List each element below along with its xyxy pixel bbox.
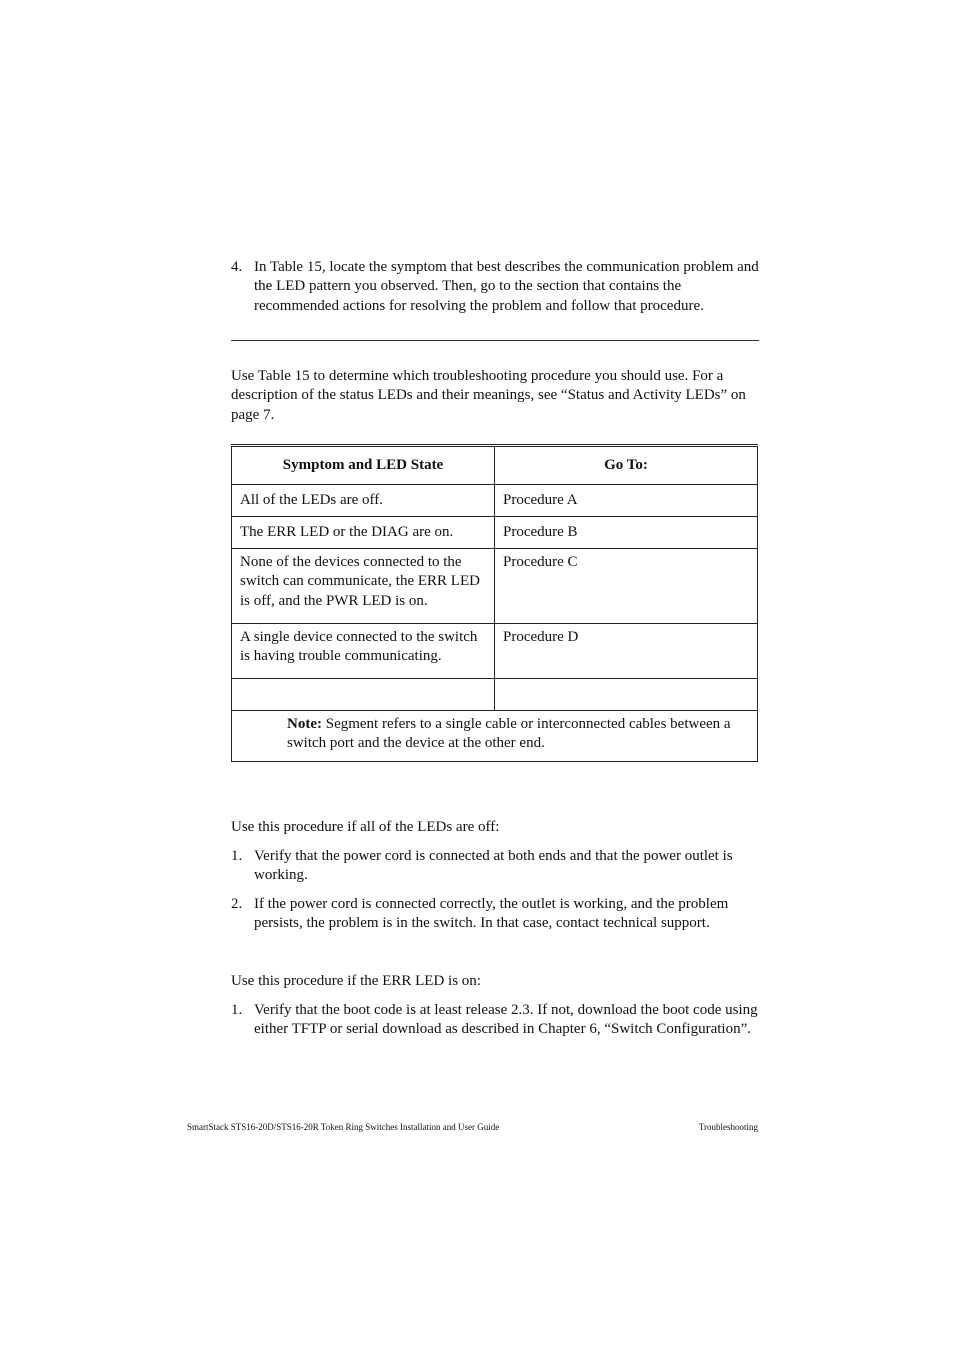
procedure-a-step-2 bbox=[231, 895, 761, 934]
step-number: 2. bbox=[231, 896, 243, 912]
footer-chapter-name: Troubleshooting bbox=[698, 1122, 758, 1132]
symptom-table bbox=[231, 444, 758, 762]
table-note bbox=[232, 711, 758, 762]
table-row bbox=[232, 517, 758, 549]
header-goto: Go To: bbox=[495, 446, 758, 485]
procedure-b-intro: Use this procedure if the ERR LED is on: bbox=[231, 973, 481, 989]
goto-cell: Procedure D bbox=[495, 624, 758, 679]
header-symptom: Symptom and LED State bbox=[232, 446, 495, 485]
table-row bbox=[232, 549, 758, 624]
step-text: Verify that the power cord is connected at both ends and that the power outlet is working. bbox=[254, 848, 733, 884]
goto-cell: Procedure B bbox=[495, 517, 758, 549]
symptom-cell bbox=[232, 679, 495, 711]
symptom-cell: None of the devices connected to the switch can communicate, the ERR LED is off, and the PWR LED is on. bbox=[232, 549, 495, 624]
step-number: 1. bbox=[231, 848, 243, 864]
procedure-a-step-1 bbox=[231, 847, 761, 886]
procedure-a-intro: Use this procedure if all of the LEDs are off: bbox=[231, 819, 500, 835]
table-header-row bbox=[232, 446, 758, 485]
section-divider bbox=[231, 340, 759, 341]
table-note-row bbox=[232, 711, 758, 762]
step-text: Verify that the boot code is at least release 2.3. If not, download the boot code using either TFTP or serial download as described in Chapter 6, “Switch Configuration”. bbox=[254, 1002, 758, 1038]
table-intro-paragraph: Use Table 15 to determine which troubleshooting procedure you should use. For a description of the status LEDs and their meanings, see “Status and Activity LEDs” on page 7. bbox=[231, 368, 746, 423]
symptom-cell: A single device connected to the switch is having trouble communicating. bbox=[232, 624, 495, 679]
note-text: Segment refers to a single cable or interconnected cables between a switch port and the device at the other end. bbox=[287, 716, 731, 752]
symptom-cell: The ERR LED or the DIAG are on. bbox=[232, 517, 495, 549]
goto-cell bbox=[495, 679, 758, 711]
table-row bbox=[232, 624, 758, 679]
step-number: 4. bbox=[231, 259, 243, 275]
goto-cell: Procedure A bbox=[495, 485, 758, 517]
table-row bbox=[232, 485, 758, 517]
symptom-cell: All of the LEDs are off. bbox=[232, 485, 495, 517]
procedure-b-step-1 bbox=[231, 1001, 761, 1040]
step-text: In Table 15, locate the symptom that best describes the communication problem and the LED pattern you observed. Then, go to the section that contains the recommended actions for resolving the problem and follow that procedure. bbox=[254, 259, 759, 314]
footer-guide-title: SmartStack STS16-20D/STS16-20R Token Ring Switches Installation and User Guide bbox=[187, 1122, 500, 1132]
table-row bbox=[232, 679, 758, 711]
note-label: Note: bbox=[287, 716, 322, 732]
intro-step bbox=[231, 258, 761, 316]
goto-cell: Procedure C bbox=[495, 549, 758, 624]
step-number: 1. bbox=[231, 1002, 243, 1018]
step-text: If the power cord is connected correctly, the outlet is working, and the problem persists, the problem is in the switch. In that case, contact technical support. bbox=[254, 896, 729, 932]
